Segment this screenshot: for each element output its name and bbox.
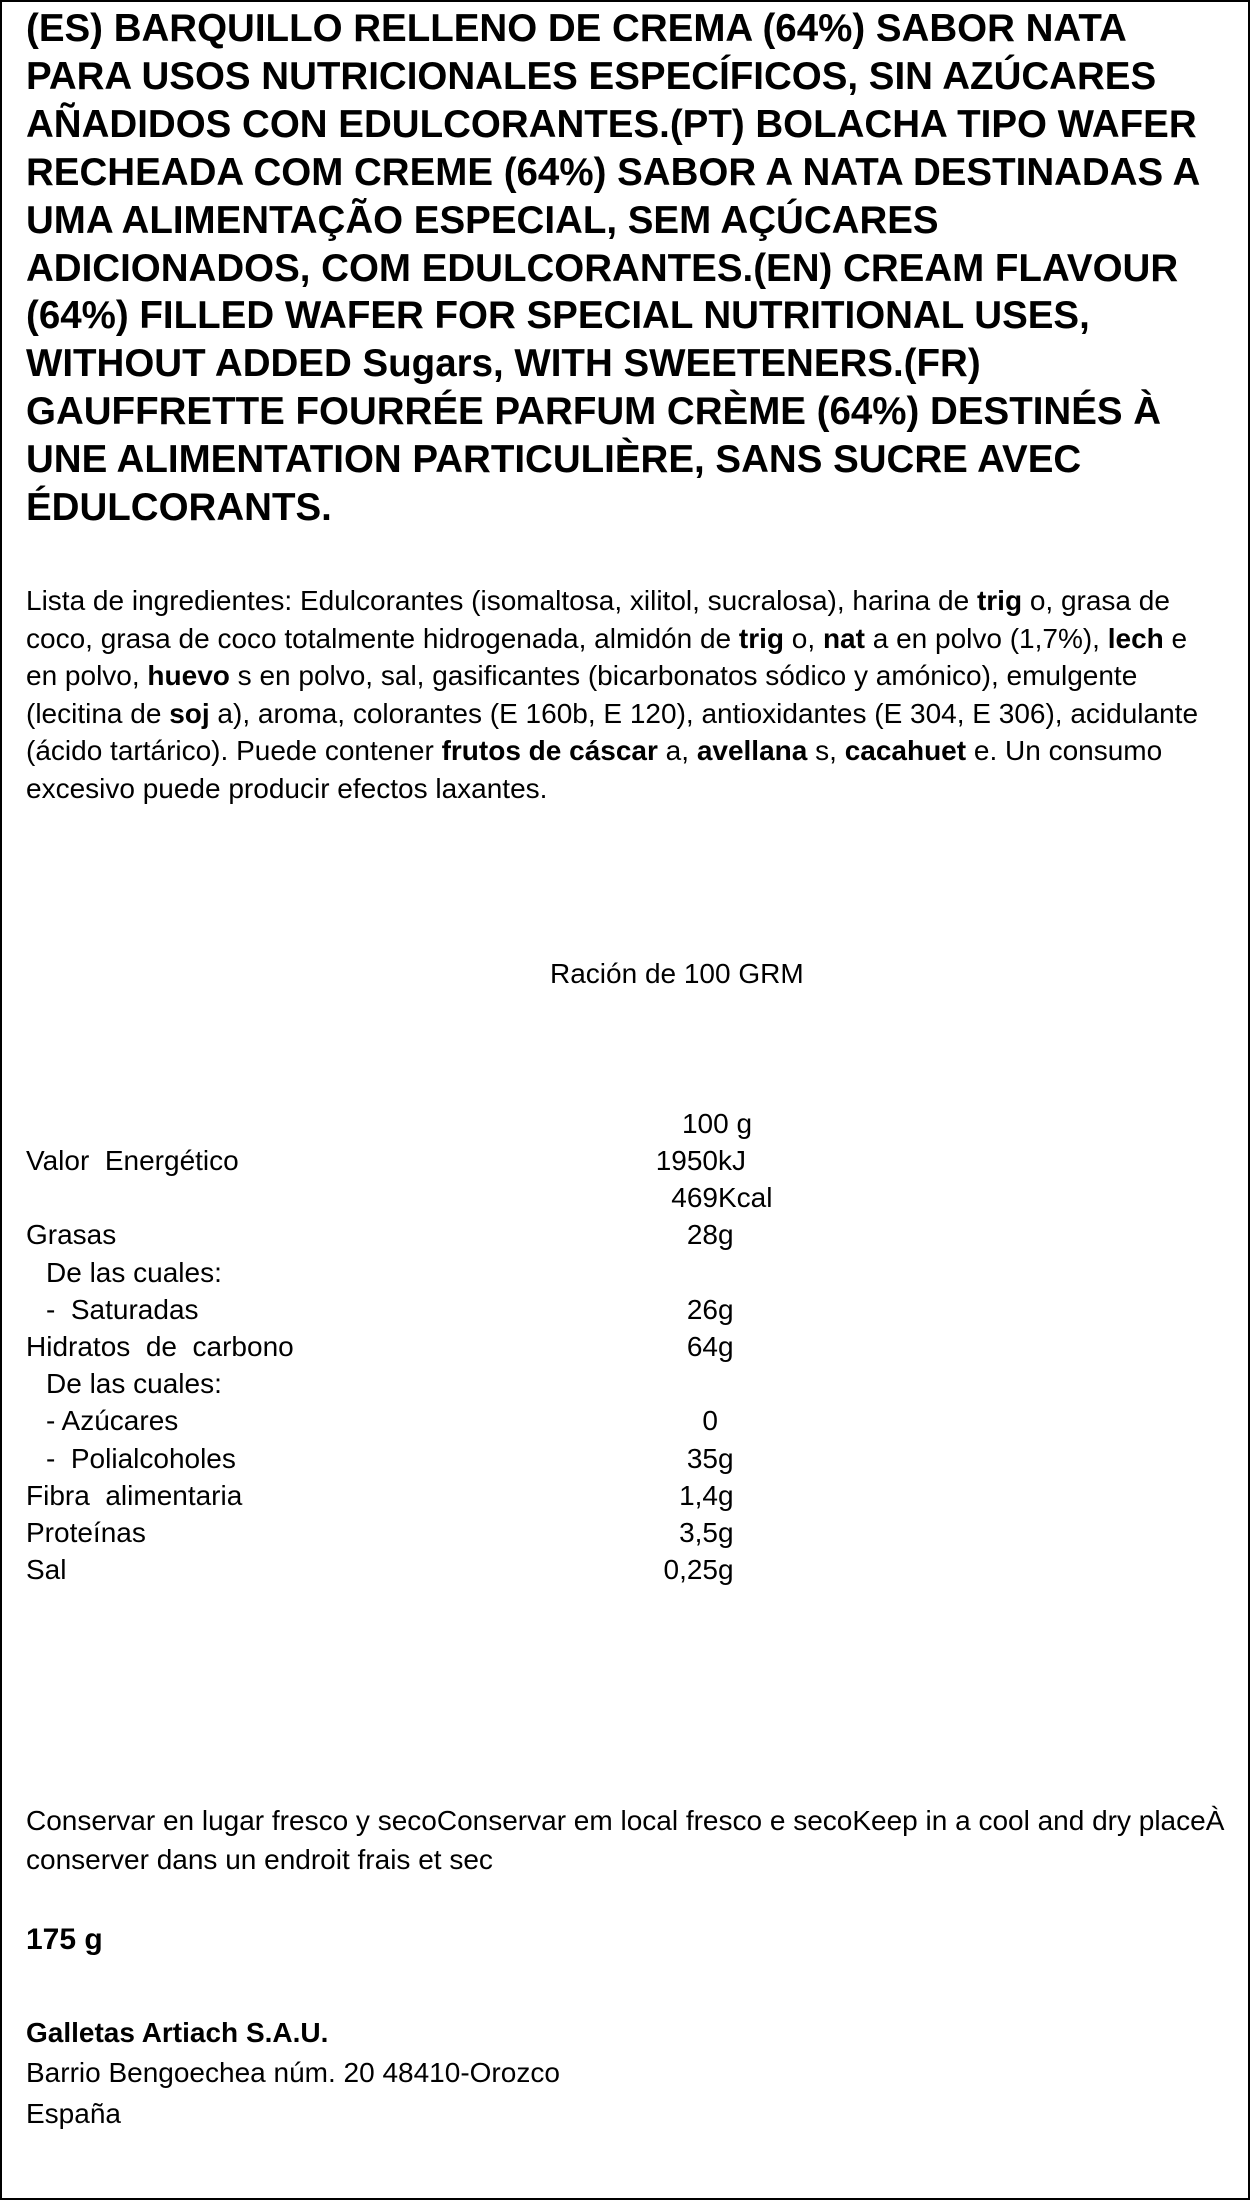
nutrition-row [2,1365,1248,1402]
nutrient-value: 1,4 [679,1479,718,1511]
nutrient-label: Proteínas [26,1517,146,1548]
nutrient-label: Grasas [26,1219,117,1251]
ingredients-text: a, [657,735,697,766]
nutrition-row [2,1216,1248,1253]
allergen-text: cacahuet [844,735,967,766]
allergen-text: trig [976,585,1023,616]
nutrient-unit: g [718,1331,734,1362]
nutrition-row [2,1142,1248,1179]
ingredients-text: Lista de ingredientes: Edulcorantes (isomaltosa, xilitol, sucralosa), harina de [26,585,977,616]
nutrient-unit: g [718,1442,734,1474]
nutrient-value: 469 [671,1182,718,1214]
nutrient-unit: g [718,1293,734,1325]
nutrient-unit: g [718,1219,734,1251]
product-title: (ES) BARQUILLO RELLENO DE CREMA (64%) SABOR NATA PARA USOS NUTRICIONALES ESPECÍFICOS, SIN AZÚCARES AÑADIDOS CON EDULCORANTES.(PT) BOLACHA TIPO WAFER RECHEADA COM CREME (64%) SABOR A NATA DESTINADAS A UMA ALIMENTAÇÃO ESPECIAL, SEM AÇÚCARES ADICIONADOS, COM EDULCORANTES.(EN) CREAM FLAVOUR (64%) FILLED WAFER FOR SPECIAL NUTRITIONAL USES, WITHOUT ADDED Sugars, WITH SWEETENERS.(FR) GAUFFRETTE FOURRÉE PARFUM CRÈME (64%) DESTINÉS À UNE ALIMENTATION PARTICULIÈRE, SANS SUCRE AVEC ÉDULCORANTS. [26,7,1199,530]
nutrition-row [2,1402,1248,1439]
nutrition-row [2,1514,1248,1551]
nutrition-row [2,1551,1248,1588]
nutrient-value: 64 [686,1331,718,1362]
nutrient-label: - Polialcoholes [46,1442,236,1474]
nutrient-label: Fibra alimentaria [26,1479,243,1511]
nutrient-unit: g [718,1479,734,1511]
nutrient-value: 0 [702,1405,718,1437]
allergen-text: nat [822,622,865,654]
nutrient-label: Sal [26,1554,67,1586]
ingredients-list [26,582,1226,807]
nutrient-label: - Azúcares [46,1405,179,1437]
allergen-text: soj [169,697,210,729]
company-country: España [26,2098,121,2129]
allergen-text: frutos de cáscar [441,735,658,766]
ingredients-text: o, grasa de coco, grasa de coco totalmente hidrogenada, almidón de [26,585,1170,654]
nutrient-value: 0,25 [663,1554,718,1586]
nutrition-header-row [2,1105,1248,1142]
nutrition-row [2,1291,1248,1328]
nutrient-label: Hidratos de carbono [26,1331,294,1362]
nutrition-row [2,1477,1248,1514]
ingredients-text: a), aroma, colorantes (E 160b, E 120), antioxidantes (E 304, E 306), acidulante (ácido tartárico). Puede contener [26,697,1199,766]
ingredients-text: e. Un consumo excesivo puede producir efectos laxantes. [26,735,1163,804]
ingredients-text: a en polvo (1,7%), [864,622,1108,654]
nutrition-row [2,1254,1248,1291]
company-address: Barrio Bengoechea núm. 20 48410-Orozco [26,2057,560,2088]
nutrient-value: 28 [686,1219,718,1251]
nutrient-unit: Kcal [718,1182,773,1214]
nutrition-row [2,1328,1248,1365]
nutrient-value: 3,5 [679,1517,718,1548]
nutrition-row [2,1179,1248,1216]
nutrient-value: 26 [686,1293,718,1325]
serving-size: Ración de 100 GRM [550,958,804,989]
storage-instructions: Conservar en lugar fresco y secoConservar em local fresco e secoKeep in a cool and dry placeÀ conserver dans un endroit frais et sec [26,1805,1225,1875]
nutrient-unit: g [718,1554,734,1586]
nutrition-column-header: 100 g [681,1108,753,1139]
company-name: Galletas Artiach S.A.U. [26,2017,329,2048]
ingredients-text: e en polvo, [26,622,1188,691]
nutrient-label: - Saturadas [46,1293,199,1325]
nutrient-label: De las cuales: [46,1368,222,1400]
allergen-text: trig [738,622,785,654]
nutrient-value: 1950 [655,1145,718,1176]
nutrient-label: Valor Energético [26,1145,239,1176]
nutrient-label: De las cuales: [46,1256,222,1288]
nutrient-unit: g [718,1517,734,1548]
allergen-text: avellana [696,735,808,766]
allergen-text: huevo [147,660,230,691]
nutrient-unit: kJ [718,1145,746,1176]
ingredients-text: s, [807,735,845,766]
ingredients-text: o, [784,622,823,654]
ingredients-text: s en polvo, sal, gasificantes (bicarbonatos sódico y amónico), emulgente (lecitina de [26,660,1138,729]
nutrient-value: 35 [686,1442,718,1474]
nutrition-row [2,1440,1248,1477]
allergen-text: lech [1107,622,1164,654]
net-weight: 175 g [26,1923,103,1956]
